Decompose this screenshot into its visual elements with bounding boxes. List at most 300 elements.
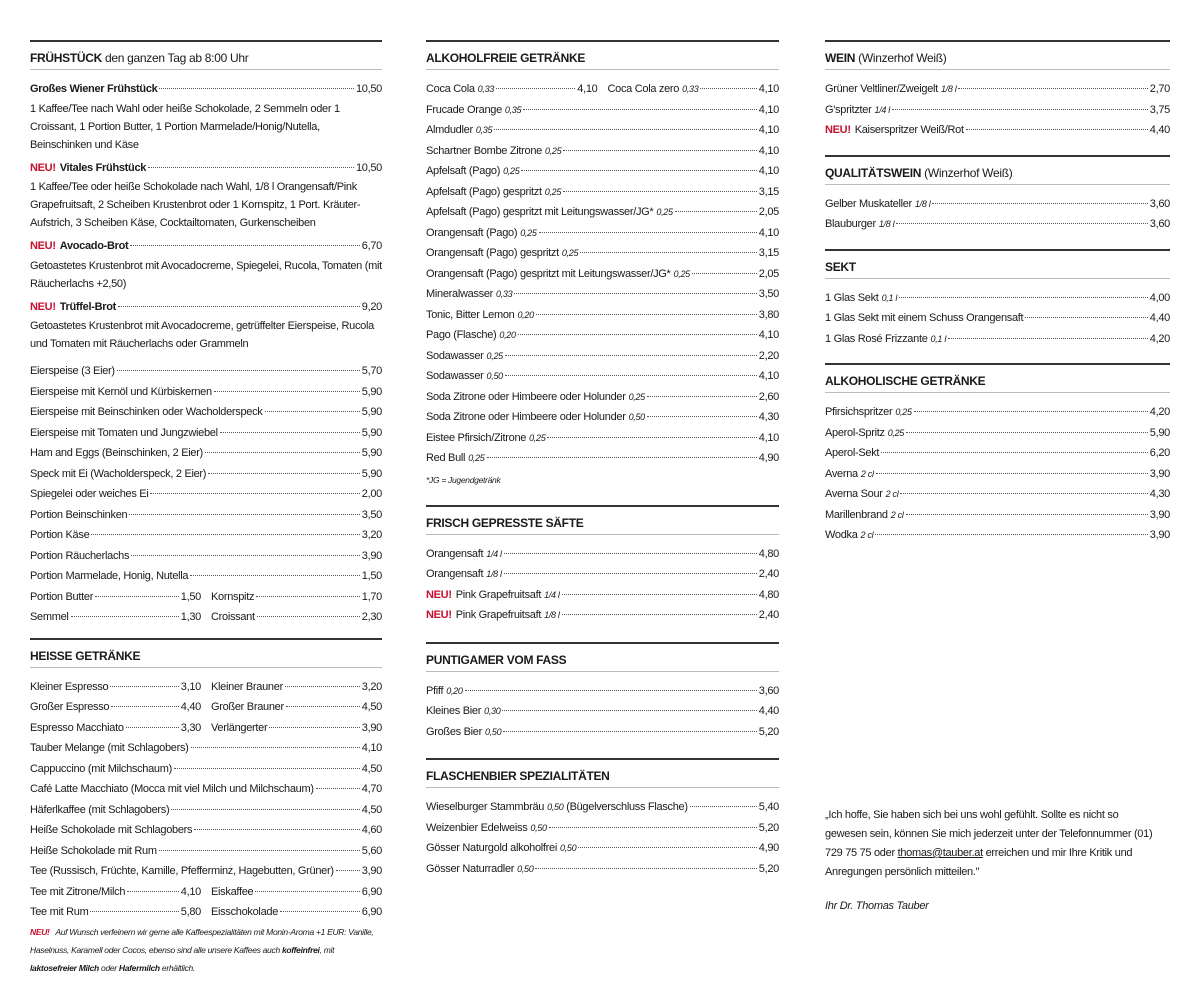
item-name	[825, 329, 946, 350]
item-name	[211, 902, 278, 923]
item-price: 1,50	[180, 590, 201, 603]
item-name	[30, 484, 148, 505]
item-name	[426, 100, 521, 121]
item-label: Orangensaft (Pago)	[426, 226, 518, 239]
item-label: Espresso Macchiato	[30, 721, 124, 734]
section-wine	[825, 40, 1170, 141]
item-label: Kornspitz	[211, 590, 255, 603]
leader-dots	[547, 437, 756, 438]
menu-item	[426, 564, 779, 585]
footnote: *JG = Jugendgetränk	[426, 474, 501, 485]
item-price: 4,10	[361, 742, 382, 754]
menu-item	[30, 464, 382, 485]
item-label: Red Bull	[426, 452, 466, 464]
item-label: Sodawasser	[426, 349, 484, 362]
leader-dots	[91, 534, 359, 535]
item-price: 4,60	[361, 824, 382, 836]
menu-item	[30, 759, 382, 780]
menu-item	[426, 722, 779, 743]
leader-dots	[536, 314, 757, 315]
item-volume: 0,50	[486, 371, 503, 381]
neu-badge: NEU!	[30, 161, 56, 174]
section-juices	[426, 505, 779, 626]
item-name	[30, 505, 127, 526]
item-description: 1 Kaffee/Tee nach Wahl oder heiße Schokolade, 2 Semmeln oder 1 Croissant, 1 Portion Butter, 1 Portion Marmelade/Honig/Nutella, Beinschinken und Käse	[30, 102, 340, 151]
item-price: 4,10	[758, 370, 779, 382]
item-volume: 2 cl	[885, 489, 899, 499]
column-right	[825, 40, 1170, 556]
item-label: G'spritzter	[825, 103, 872, 116]
item-label: Trüffel-Brot	[59, 300, 116, 313]
item-price: 4,70	[361, 783, 382, 795]
menu-item	[211, 902, 382, 923]
menu-item-pair	[30, 718, 382, 739]
item-price: 2,60	[758, 390, 779, 403]
item-name	[30, 800, 169, 821]
item-label: Eierspeise mit Kernöl und Kürbiskernen	[30, 385, 212, 398]
item-volume: 1/8 l	[544, 610, 560, 620]
item-label: Kleiner Brauner	[211, 680, 283, 693]
menu-item	[426, 202, 779, 223]
item-label: 1 Glas Sekt mit einem Schuss Orangensaft	[825, 312, 1024, 324]
item-description: 1 Kaffee/Tee oder heiße Schokolade nach Wahl, 1/8 l Orangensaft/Pink Grapefruitsaft, 2 Scheiben Krustenbrot oder 1 Kornspitz, 1 Port. Kräuter-Aufstrich, 3 Scheiben Käse, Cocktailtomaten, Gurkenscheiben	[30, 181, 361, 229]
item-name	[426, 325, 516, 346]
item-name	[426, 346, 503, 367]
leader-dots	[148, 167, 354, 168]
leader-dots	[899, 297, 1148, 298]
leader-dots	[496, 88, 575, 89]
neu-badge: NEU!	[30, 240, 56, 252]
leader-dots	[958, 88, 1147, 89]
item-volume: 2 cl	[860, 468, 874, 479]
item-price: 4,90	[758, 452, 779, 464]
item-label: Heiße Schokolade mit Rum	[30, 844, 157, 857]
menu-item	[30, 841, 382, 862]
menu-item-pair	[30, 697, 382, 718]
item-name	[825, 402, 912, 423]
menu-item	[211, 607, 382, 628]
item-price: 5,70	[361, 365, 382, 377]
item-name	[30, 566, 188, 587]
item-price: 5,20	[758, 725, 779, 738]
item-price: 2,05	[758, 267, 779, 280]
item-volume: 2 cl	[860, 530, 874, 540]
neu-badge: NEU!	[426, 609, 452, 621]
item-volume: 1/4 l	[874, 104, 890, 115]
item-name	[608, 79, 699, 100]
featured-item	[30, 236, 382, 257]
item-name	[30, 902, 88, 923]
item-name	[211, 718, 267, 739]
featured-item	[30, 79, 382, 100]
item-name	[211, 677, 283, 698]
item-price: 5,90	[361, 385, 382, 398]
leader-dots	[257, 616, 360, 617]
column-left	[30, 40, 382, 987]
item-price: 4,10	[758, 83, 779, 95]
item-label: Pfirsichspritzer	[825, 406, 893, 418]
item-name	[30, 677, 108, 698]
leader-dots	[90, 911, 178, 912]
section-tap-beer	[426, 642, 779, 743]
item-name	[426, 585, 560, 606]
menu-item	[426, 387, 779, 408]
item-name	[426, 243, 578, 264]
item-name	[30, 79, 157, 100]
item-name	[211, 697, 284, 718]
item-name	[825, 120, 964, 141]
leader-dots	[494, 129, 757, 130]
item-label: Orangensaft (Pago) gespritzt	[426, 247, 559, 259]
leader-dots	[881, 452, 1148, 453]
item-name	[30, 697, 109, 718]
menu-item	[30, 718, 201, 739]
item-volume: 0,25	[468, 453, 485, 463]
leader-dots	[118, 306, 360, 307]
menu-item	[426, 325, 779, 346]
menu-item	[426, 448, 779, 469]
item-name	[426, 284, 512, 305]
item-volume: 0,33	[477, 84, 494, 94]
leader-dots	[194, 829, 360, 830]
item-name	[30, 423, 218, 444]
item-name	[30, 882, 125, 903]
menu-item	[426, 366, 779, 387]
leader-dots	[171, 809, 359, 810]
menu-item	[30, 697, 201, 718]
leader-dots	[316, 788, 360, 789]
item-price: 4,40	[1149, 312, 1170, 324]
item-price: 4,80	[758, 547, 779, 560]
menu-item	[211, 718, 382, 739]
leader-dots	[914, 411, 1148, 412]
item-volume: 0,20	[499, 330, 516, 340]
item-price: 4,20	[1149, 332, 1170, 345]
leader-dots	[563, 191, 757, 192]
item-price: 3,15	[758, 247, 779, 259]
item-name	[426, 366, 503, 387]
leader-dots	[286, 706, 360, 707]
item-label: Pfiff	[426, 684, 444, 697]
item-label: Vitales Frühstück	[59, 161, 147, 174]
menu-item	[825, 402, 1170, 423]
featured-item	[30, 297, 382, 318]
menu-item	[426, 243, 779, 264]
owner-quote: „Ich hoffe, Sie haben sich bei uns wohl gefühlt. Sollte es nicht so gewesen sein, können Sie mich jederzeit unter der Telefonnummer (01) 729 75 75 oder thomas@tauber.at erreichen und mir Ihre Kritik und Anregungen persönlich mitteilen."	[825, 809, 1153, 878]
menu-item	[30, 546, 382, 567]
item-name	[426, 387, 645, 408]
leader-dots	[521, 170, 756, 171]
item-name	[30, 607, 69, 628]
item-label: Apfelsaft (Pago)	[426, 165, 501, 177]
item-label: Portion Beinschinken	[30, 508, 128, 521]
item-volume: 0,25	[529, 432, 546, 443]
menu-item	[30, 882, 201, 903]
item-name	[426, 818, 547, 839]
leader-dots	[208, 473, 360, 474]
menu-item	[825, 443, 1170, 464]
item-price: 3,90	[361, 865, 382, 877]
menu-item	[211, 677, 382, 698]
menu-item	[426, 407, 779, 428]
item-name	[211, 587, 254, 608]
email-link[interactable]: thomas@tauber.at	[897, 847, 983, 859]
item-price: 3,90	[1149, 467, 1170, 480]
section-title: ALKOHOLISCHE GETRÄNKE	[825, 365, 1170, 393]
section-title: PUNTIGAMER VOM FASS	[426, 644, 779, 672]
item-label: Spiegelei oder weiches Ei	[30, 488, 149, 500]
menu-item	[426, 701, 779, 722]
leader-dots	[220, 432, 360, 433]
item-price: 5,40	[758, 801, 779, 813]
item-volume: 0,25	[503, 166, 520, 176]
item-name	[825, 484, 898, 505]
item-name	[30, 464, 206, 485]
leader-dots	[892, 109, 1148, 110]
item-name	[30, 718, 124, 739]
leader-dots	[504, 573, 757, 574]
leader-dots	[150, 493, 359, 494]
item-name	[825, 194, 930, 215]
item-name	[30, 236, 128, 257]
leader-dots	[535, 868, 756, 869]
menu-item	[825, 100, 1170, 121]
item-volume: 0,25	[520, 227, 537, 238]
item-volume: 0,25	[486, 350, 503, 361]
menu-item	[825, 194, 1170, 215]
menu-item	[426, 859, 779, 880]
leader-dots	[578, 847, 756, 848]
item-name	[30, 443, 203, 464]
item-name	[30, 861, 334, 882]
leader-dots	[875, 534, 1147, 535]
leader-dots	[131, 555, 360, 556]
item-price: 3,50	[758, 288, 779, 300]
menu-item	[426, 818, 779, 839]
menu-item	[426, 428, 779, 449]
menu-item-pair	[30, 607, 382, 628]
menu-item	[30, 443, 382, 464]
item-label: Häferlkaffee (mit Schlagobers)	[30, 803, 170, 816]
menu-item-pair	[426, 79, 779, 100]
menu-item	[426, 120, 779, 141]
item-name	[30, 158, 146, 179]
leader-dots	[692, 273, 757, 274]
item-volume: 0,25	[895, 407, 912, 417]
item-volume: 1/8 l	[940, 84, 957, 94]
item-volume: 1/8 l	[914, 198, 931, 209]
item-volume: 0,25	[561, 248, 579, 258]
item-volume: 0,1 l	[930, 333, 947, 344]
column-middle	[426, 40, 779, 889]
menu-item	[30, 779, 382, 800]
item-name	[426, 564, 502, 585]
leader-dots	[562, 614, 757, 615]
item-name	[30, 779, 314, 800]
item-price: 3,90	[361, 549, 382, 562]
leader-dots	[523, 109, 757, 110]
menu-item	[426, 544, 779, 565]
leader-dots	[117, 370, 360, 371]
item-label: Coca Cola	[426, 83, 475, 95]
item-name	[211, 882, 253, 903]
item-price: 3,75	[1149, 103, 1170, 116]
item-price: 5,60	[361, 844, 382, 857]
menu-item	[426, 182, 779, 203]
item-label: Kleiner Espresso	[30, 680, 109, 693]
item-price: 4,50	[361, 762, 382, 775]
leader-dots	[906, 432, 1148, 433]
menu-item	[211, 882, 382, 903]
item-label: Apfelsaft (Pago) gespritzt	[426, 185, 542, 198]
menu-item	[825, 214, 1170, 235]
item-price: 5,90	[361, 426, 382, 439]
item-volume: 0,50	[517, 863, 534, 874]
item-price: 4,30	[1149, 488, 1170, 500]
item-price: 1,50	[361, 570, 382, 582]
menu-item	[426, 161, 779, 182]
item-name	[426, 859, 533, 880]
menu-item	[426, 797, 779, 818]
item-price: 4,20	[1149, 406, 1170, 418]
neu-badge: NEU!	[30, 300, 56, 313]
item-label: Eierspeise (3 Eier)	[30, 365, 115, 377]
menu-item	[825, 120, 1170, 141]
menu-item	[30, 361, 382, 382]
item-price: 2,20	[758, 349, 779, 362]
item-name	[426, 202, 673, 223]
item-price: 4,00	[1149, 291, 1170, 304]
item-label: Gösser Naturradler	[426, 862, 515, 875]
leader-dots	[563, 150, 756, 151]
item-volume: 1/8 l	[878, 219, 895, 229]
item-label: Semmel	[30, 611, 69, 623]
section-title: WEIN (Winzerhof Weiß)	[825, 42, 1170, 70]
item-label: Aperol-Spritz	[825, 426, 885, 439]
item-price: 5,90	[361, 447, 382, 459]
leader-dots	[465, 690, 757, 691]
item-name	[30, 587, 93, 608]
item-label: Großes Bier	[426, 725, 482, 738]
item-name	[30, 525, 89, 546]
item-label: Almdudler	[426, 124, 473, 136]
menu-item	[30, 800, 382, 821]
item-name	[426, 701, 500, 722]
item-name	[30, 546, 129, 567]
leader-dots	[256, 596, 360, 597]
leader-dots	[505, 375, 757, 376]
section-title: ALKOHOLFREIE GETRÄNKE	[426, 42, 779, 70]
item-volume: 0,50	[485, 726, 502, 737]
leader-dots	[174, 768, 360, 769]
item-label: Portion Marmelade, Honig, Nutella	[30, 570, 189, 582]
leader-dots	[580, 252, 757, 253]
leader-dots	[700, 88, 756, 89]
item-name	[825, 100, 890, 121]
leader-dots	[269, 727, 359, 728]
item-price: 4,40	[758, 705, 779, 717]
item-volume: 0,50	[530, 822, 547, 833]
item-price: 1,70	[361, 590, 382, 603]
section-hot-drinks	[30, 638, 382, 977]
item-label: Soda Zitrone oder Himbeere oder Holunder	[426, 390, 626, 403]
leader-dots	[539, 232, 757, 233]
section-breakfast	[30, 40, 382, 628]
item-label: Marillenbrand	[825, 508, 888, 521]
item-price: 5,80	[180, 906, 201, 918]
leader-dots	[255, 891, 359, 892]
leader-dots	[504, 553, 757, 554]
item-price: 2,05	[758, 206, 779, 218]
item-name	[426, 544, 502, 565]
item-price: 3,90	[1149, 529, 1170, 541]
section-title: FRÜHSTÜCK den ganzen Tag ab 8:00 Uhr	[30, 42, 382, 70]
menu-item-pair	[30, 882, 382, 903]
item-price: 6,20	[1149, 447, 1170, 459]
item-name	[825, 79, 956, 100]
neu-badge: NEU!	[426, 588, 452, 601]
item-label: Soda Zitrone oder Himbeere oder Holunder	[426, 411, 626, 423]
menu-item	[30, 484, 382, 505]
leader-dots	[896, 223, 1147, 224]
item-name	[825, 464, 874, 485]
menu-item	[426, 605, 779, 626]
item-volume: 0,20	[446, 685, 463, 696]
section-soft-drinks	[426, 40, 779, 489]
leader-dots	[280, 911, 360, 912]
menu-item	[426, 223, 779, 244]
item-volume: 0,25	[545, 145, 562, 156]
menu-item	[825, 329, 1170, 350]
item-label: Tee mit Zitrone/Milch	[30, 885, 126, 898]
item-label: Eierspeise mit Tomaten und Jungzwiebel	[30, 426, 218, 439]
item-name	[426, 79, 494, 100]
item-price: 3,60	[1149, 197, 1170, 210]
leader-dots	[130, 245, 359, 246]
item-name	[426, 407, 645, 428]
menu-item	[825, 423, 1170, 444]
item-name	[825, 308, 1023, 329]
item-name	[30, 297, 116, 318]
leader-dots	[690, 806, 757, 807]
item-name	[426, 305, 534, 326]
item-name	[825, 525, 873, 546]
item-price: 3,80	[758, 308, 779, 321]
menu-item	[426, 585, 779, 606]
item-volume: 2 cl	[890, 509, 904, 520]
item-label: 1 Glas Sekt	[825, 291, 879, 304]
menu-item	[30, 382, 382, 403]
item-label: Großer Espresso	[30, 701, 110, 713]
section-sekt	[825, 249, 1170, 350]
item-price: 6,70	[361, 240, 382, 252]
item-label: Kaiserspritzer Weiß/Rot	[854, 124, 964, 136]
item-name	[426, 838, 576, 859]
item-label: Aperol-Sekt	[825, 447, 880, 459]
item-price: 9,20	[361, 300, 382, 313]
menu-item	[426, 264, 779, 285]
item-label: Speck mit Ei (Wacholderspeck, 2 Eier)	[30, 467, 207, 480]
leader-dots	[126, 727, 179, 728]
menu-item-pair	[30, 677, 382, 698]
section-title: SEKT	[825, 251, 1170, 279]
item-name	[30, 361, 115, 382]
item-name	[426, 161, 519, 182]
item-name	[426, 182, 561, 203]
item-price: 6,90	[361, 906, 382, 918]
item-price: 4,10	[758, 329, 779, 341]
menu-item	[825, 464, 1170, 485]
